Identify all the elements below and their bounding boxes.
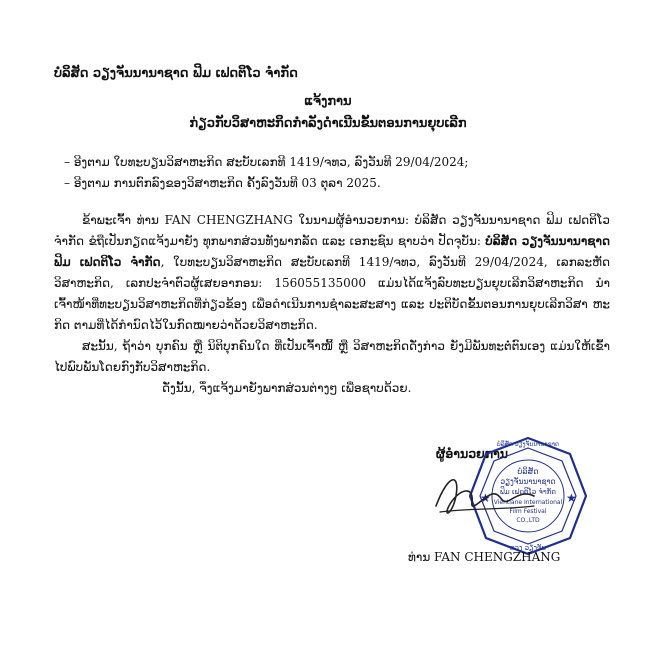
- seal-center-3: ຟິມ ເຟດຕິໂວ ຈຳກັດ: [500, 488, 556, 496]
- body-paragraph-1: [54, 210, 610, 336]
- notice-body: [54, 210, 610, 378]
- references: [64, 152, 468, 194]
- seal-bottom-text: ທວງ ວຽງຈັນ: [509, 544, 547, 552]
- signer-title: ຜູ້ອຳນວຍການ: [436, 446, 509, 461]
- signer-name: ທ່ານ FAN CHENGZHANG: [408, 550, 561, 564]
- handwritten-signature: [430, 466, 540, 526]
- seal-en-3: CO.,LTD: [516, 517, 540, 524]
- seal-center-1: ບໍລິສັດ: [517, 467, 539, 476]
- notice-subtitle: ກ່ຽວກັບວິສາຫະກິດກຳລັງດຳເນີນຂັ້ນຕອນການຍຸບເລີກ: [189, 116, 467, 131]
- body-paragraph-2: ສະນັ້ນ, ຖ້າວ່າ ບຸກຄົນ ຫຼື ນິຕິບຸກຄົນໃດ ທີ່ເປັນເຈົ້າໜີ້ ຫຼື ວິສາຫະກິດດັ່ງກ່າວ ຍັງມີພັນທະຕໍ່ຕົນເອງ ແມ່ນໃຫ້ເຂົ້າໄປພົບພັນໂດຍກົງກັບວິສາຫະກິດ.: [54, 339, 610, 374]
- p1-text-b: , ໃບທະບຽນວິສາຫະກິດ ສະບັບເລກທີ 1419/ຈທວ, ລົງວັນທີ 29/04/2024, ເລກລະຫັດວິສາຫະກິດ, ເລກປະຈຳຕົວຜູ້ເສຍອາກອນ: 156055135000 ແມ່ນໄດ້ແຈ້ງລົບທະບຽນຍຸບເລີກວິສາຫະກິດ ນຳເຈົ້າໜ້າທີ່ທະບຽນວິສາຫະກິດທີ່ກ່ຽວຂ້ອງ ເພື່ອດຳເນີນການຊຳລະສະສາງ ແລະ ປະຕິບັດຂັ້ນຕອນການຍຸບເລີກວິສາ ຫະກິດ ຕາມທີ່ໄດ້ກຳນົດໄວ້ໃນກົດໝາຍວ່າດ້ວຍວິສາຫະກິດ.: [54, 255, 610, 332]
- company-header: ບໍລິສັດ ວຽງຈັນນານາຊາດ ຟິມ ເຟດຕິໂວ ຈຳກັດ: [54, 66, 298, 81]
- seal-star-icon: ★: [480, 491, 491, 505]
- seal-center-2: ວຽງຈັນນານາຊາດ: [500, 477, 556, 486]
- notice-title: ແຈ້ງການ: [304, 94, 352, 109]
- closing-line: ດັ່ງນັ້ນ, ຈຶ່ງແຈ້ງມາຍັງພາກສ່ວນຕ່າງໆ ເພື່ອຊາບດ້ວຍ.: [162, 381, 412, 395]
- seal-en-2: Film Festival: [509, 508, 547, 515]
- reference-line: – ອີງຕາມ ໃບທະບຽນວິສາຫະກິດ ສະບັບເລກທີ 1419/ຈທວ, ລົງວັນທີ 29/04/2024;: [64, 155, 469, 169]
- seal-en-1: Vientiane International: [493, 499, 563, 506]
- reference-line: – ອີງຕາມ ການຕົກລົງຂອງວິສາຫະກິດ ຄັ້ງລົງວັນທີ 03 ຕຸລາ 2025.: [64, 176, 381, 190]
- seal-star-icon: ★: [566, 491, 577, 505]
- p1-text-a: ຂ້າພະເຈົ້າ ທ່ານ FAN CHENGZHANG ໃນນາມຜູ້ອຳນວຍການ: ບໍລິສັດ ວຽງຈັນນານາຊາດ ຟິມ ເຟດຕິໂວ ຈຳກັດ ຂໍຖືເປັນກຽດແຈ້ງມາຍັງ ທຸກພາກສ່ວນທັງພາກລັດ ແລະ ເອກະຊົນ ຊາບວ່າ ປັດຈຸບັນ:: [54, 213, 610, 248]
- p1-company-bold: ບໍລິສັດ ວຽງຈັນນານາຊາດ ຟິມ ເຟດຕິໂວ ຈຳກັດ: [54, 234, 610, 269]
- seal-ring-text: ບໍລິສັດ ວຽງຈັນນານາຊາດ: [497, 441, 559, 448]
